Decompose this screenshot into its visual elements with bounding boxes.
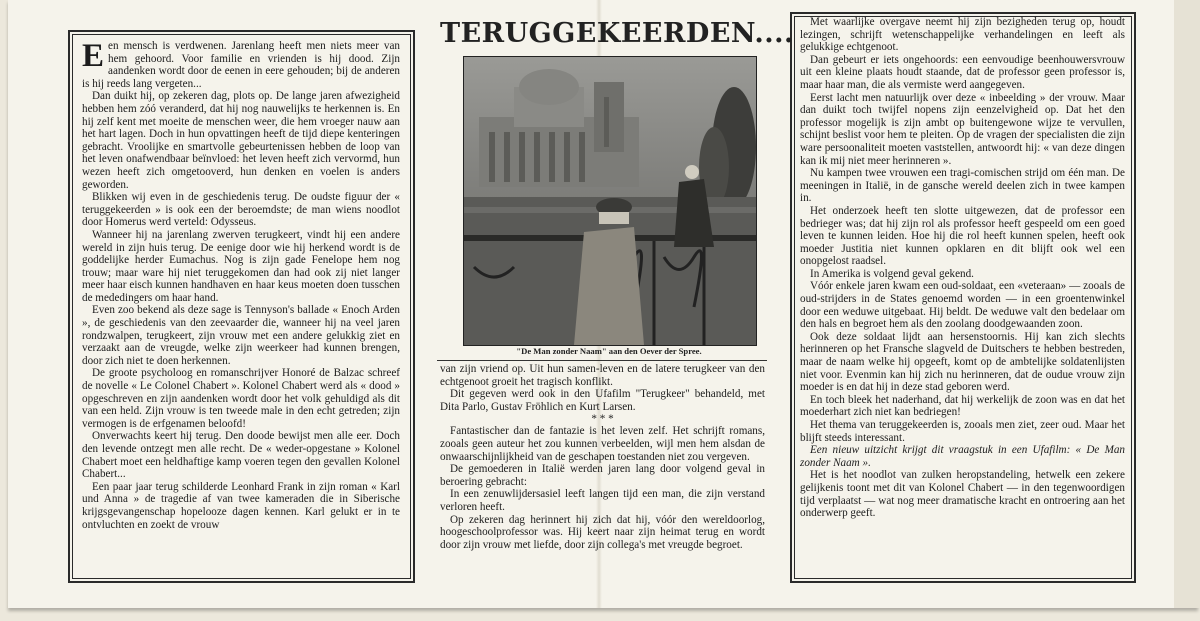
paragraph: In een zenuwlijdersasiel leeft langen tijd een man, die zijn verstand verloren heeft.	[440, 488, 765, 513]
page-edge	[1174, 0, 1200, 608]
paragraph: Even zoo bekend als deze sage is Tennyson's ballade « Enoch Arden », de geschiedenis van den zeevaarder die, wanneer hij na veel jaren rondzwalpen, terugkeert, zijn vrouw met een andere gelukkig ziet en verzaakt aan de vreugde, welke zijn weerkeer had kunnen brengen, door zich niet te doen herkennen.	[82, 304, 400, 367]
paragraph: Het is het noodlot van zulken heropstandeling, hetwelk een zekere gelijkenis toont met dit van Kolonel Chabert — in den tegenwoordigen tijd verplaatst — wat nog meer dramatische kracht en ontroering aan het onderwerp geeft.	[800, 469, 1125, 520]
film-still-photo	[463, 56, 757, 346]
paragraph: Fantastischer dan de fantazie is het leven zelf. Het schrijft romans, zooals geen auteur het zou kunnen verbeelden, wijl men hem alsdan de onwaarschijnlijkheid van de geschapen toestanden niet zou vergeven.	[440, 425, 765, 463]
paragraph: Blikken wij even in de geschiedenis terug. De oudste figuur der « teruggekeerden » is ook een der beroemdste; de man wiens noodlot door Homerus werd verteld: Odysseus.	[82, 191, 400, 229]
paragraph: Een nieuw uitzicht krijgt dit vraagstuk in een Ufafilm: « De Man zonder Naam ».	[800, 444, 1125, 469]
paragraph: En toch bleek het naderhand, dat hij werkelijk de zoon was en dat het moederhart zich niet kan bedriegen!	[800, 393, 1125, 419]
paragraph: In Amerika is volgend geval gekend.	[810, 267, 974, 280]
left-column	[82, 40, 400, 531]
paragraph: Een mensch is verdwenen. Jarenlang heeft men niets meer van hem gehoord. Voor familie en vrienden is hij dood. Zijn aandenken wordt door de eenen in eere gehouden; bij de anderen is hij reeds lang vergeten...	[82, 38, 400, 90]
paragraph: Dit gegeven werd ook in den Ufafilm "Terugkeer" behandeld, met Dita Parlo, Gustav Fröhlich en Kurt Larsen.	[440, 388, 765, 413]
paragraph: De gemoederen in Italië werden jaren lang door volgend geval in beroering gebracht:	[440, 463, 765, 488]
paragraph: Nu kampen twee vrouwen een tragi-comischen strijd om één man. De meeningen in Italië, in de gansche wereld deelen zich in twee kampen in.	[800, 167, 1125, 205]
photo-illustration	[464, 57, 756, 345]
paragraph: van zijn vriend op. Uit hun samen-leven en de latere terugkeer van den echtgenoot groeit het tragisch konflikt.	[440, 363, 765, 388]
section-separator: * * *	[591, 413, 614, 426]
dropcap: E	[82, 38, 105, 74]
paragraph: Vóór enkele jaren kwam een oud-soldaat, een «veteraan» — zooals de oud-strijders in de States genoemd worden — in een groentenwinkel door een weduwe uitgebaat. Hij beldt. De weduwe valt den bedelaar om den hals en begroet hem als den zoolang doodgewaanden zoon.	[800, 280, 1125, 331]
paragraph: Wanneer hij na jarenlang zwerven terugkeert, vindt hij een andere wereld in zijn huis terug. De eenige door wie hij herkend wordt is de goddelijke herder Eumachus. Nog is zijn gade Fenelope hem nog trouw; maar ware hij niet teruggekomen dan had ook zij niet langer meer haar eisch kunnen handhaven en haar keus moeten doen tusschen de mededingers om haar hand.	[82, 228, 400, 304]
headline: TERUGGEKEERDEN....	[440, 18, 794, 49]
middle-column	[440, 363, 765, 551]
caption-rule	[437, 360, 767, 361]
paragraph: Het onderzoek heeft ten slotte uitgewezen, dat de professor een bedrieger was; dat hij zijn rol als professor heeft gespeeld om een goed leven te kunnen leiden. Hoe hij die rol heeft kunnen spelen, heeft ook moeder Justitia niet kunnen opklaren en dit blijft ook wel een onopgelost raadsel.	[800, 204, 1125, 268]
paragraph: Dan duikt hij, op zekeren dag, plots op. De lange jaren afwezigheid hebben hem zóó veranderd, dat hij nog nauwelijks te herkennen is. En hij zelf kent met moeite de menschen weer, die hem vroeger nauw aan het hart lagen. Doch in hun opvattingen heeft de tijd diepe kenteringen gebracht. Vroolijke en smartvolle gebeurtenissen hebben de loop van het leven onafwendbaar beïnvloed: het leven heeft zich vervormd, hun wezen heeft zich omgetooverd, hun denken en voelen is anders geworden.	[82, 90, 400, 191]
right-column	[800, 16, 1125, 520]
paragraph: Op zekeren dag herinnert hij zich dat hij, vóór den wereldoorlog, hoogeschoolprofessor was. Hij keert naar zijn heimat terug en wordt door zijn vrouw met liefde, door zijn collega's met vreugde begroet.	[440, 513, 765, 551]
paragraph: Het thema van teruggekeerden is, zooals men ziet, zeer oud. Maar het blijft steeds interessant.	[800, 419, 1125, 444]
paragraph: Eerst lacht men natuurlijk over deze « inbeelding » der vrouw. Maar dan duikt toch twijfel nopens zijn eenzelvigheid op. Dat het den professor mogelijk is zijn ambt op buitengewone wijze te vervullen, schijnt beslist voor hem te pleiten. Op de vragen der specialisten die zijn ware persoonaliteit moeten vaststellen, antwoordt hij: « van deze dingen kan ik mij niet meer herinneren ».	[800, 91, 1125, 167]
paragraph: Dan gebeurt er iets ongehoords: een eenvoudige beenhouwersvrouw uit een kleine plaats houdt staande, dat de professor geen professor is, maar haar man, die als vermiste werd aangegeven.	[800, 53, 1125, 91]
paragraph: Met waarlijke overgave neemt hij zijn bezigheden terug op, houdt lezingen, schrijft wetenschappelijke verhandelingen en leeft als gelukkige echtgenoot.	[800, 16, 1125, 54]
paragraph: Ook deze soldaat lijdt aan hersenstoornis. Hij kan zich slechts herinneren op het Fransche slagveld de Duitschers te hebben bestreden, maar de naam welke hij opgeeft, komt op de ambtelijke soldatenlijsten niet voor. Evenmin kan hij zich nu herinneren, dat de oudue vrouw zijn moeder is en dat hij in deze stad geboren werd.	[800, 330, 1125, 394]
paragraph: Een paar jaar terug schilderde Leonhard Frank in zijn roman « Karl und Anna » de tragedie af van twee kameraden die in Siberische krijgsgevangenschap hopelooze dagen kennen. Karl gelukt er in te ontvluchten en zoekt de vrouw	[82, 480, 400, 531]
paragraph: De groote psycholoog en romanschrijver Honoré de Balzac schreef de novelle « Le Colonel Chabert ». Kolonel Chabert werd als « dood » opgeschreven en zijn aandenken wordt door het volk gehuldigd als dit van een held. Zijn vrouw is ten tweede male in den echt getreden; zijn vermogen is de erfgenamen beloofd!	[82, 367, 400, 430]
photo-caption: "De Man zonder Naam" aan den Oever der Spree.	[516, 346, 702, 356]
paragraph: Onverwachts keert hij terug. Den doode bewijst men alle eer. Doch den levende ontzegt men alle recht. De « weder-opgestane » Kolonel Chabert moet een heldhaftige kamp voeren tegen den gevallen Kolonel Chabert...	[82, 430, 400, 481]
